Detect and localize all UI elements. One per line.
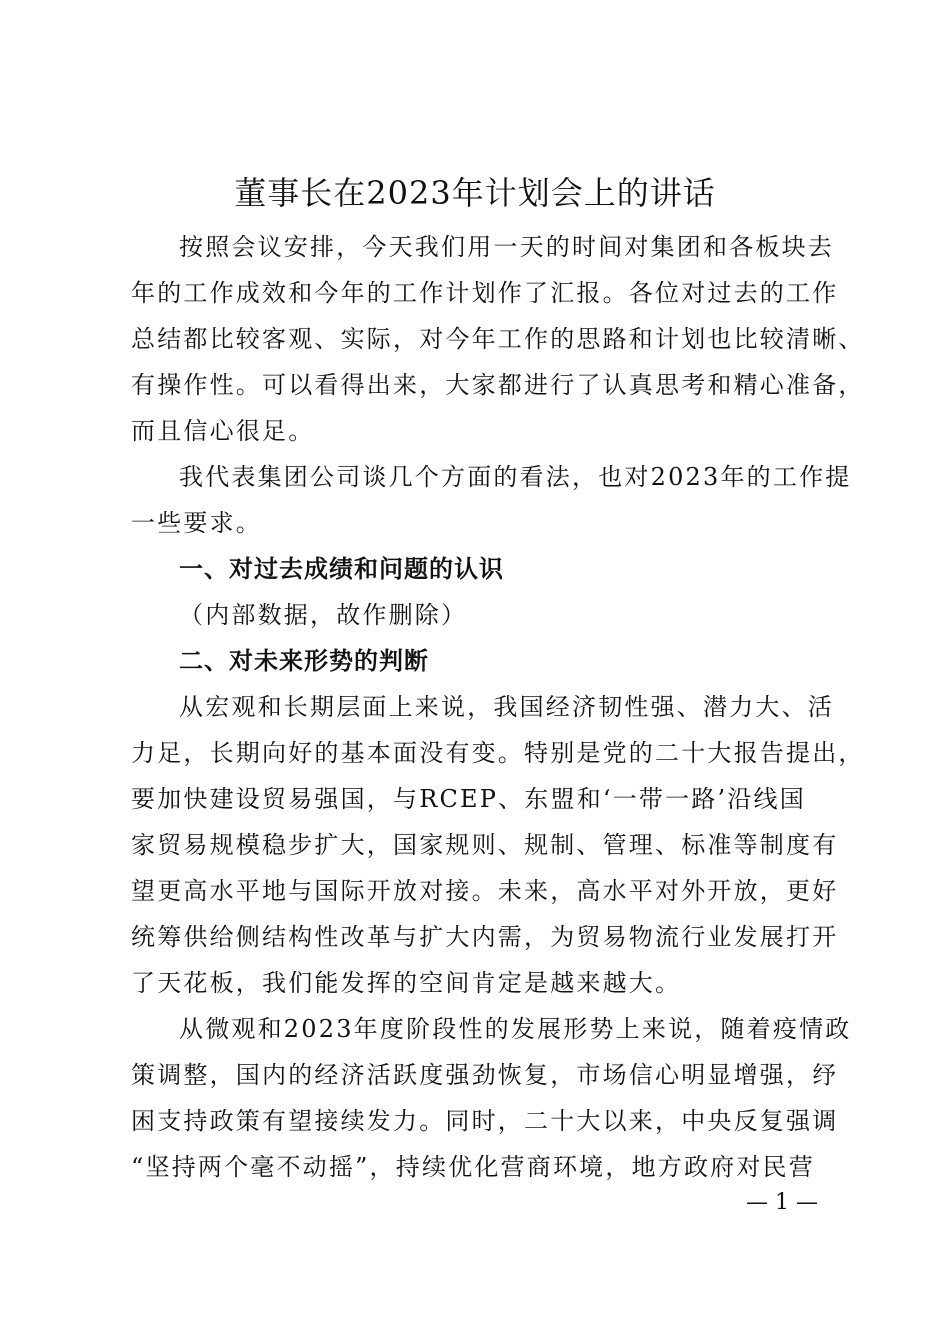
paragraph-2-line-1: 我代表集团公司谈几个方面的看法，也对2023年的工作提 [179,463,852,491]
paragraph-1-line-2: 年的工作成效和今年的工作计划作了汇报。各位对过去的工作 [131,279,839,307]
paragraph-1-line-5: 而且信心很足。 [131,417,315,445]
paragraph-4-line-3: 困支持政策有望接续发力。同时，二十大以来，中央反复强调 [131,1107,839,1135]
page-number: — 1 — [746,1190,818,1215]
paragraph-3-line-3: 要加快建设贸易强国，与RCEP、东盟和‘一带一路’沿线国 [131,785,806,813]
paragraph-1-line-3: 总结都比较客观、实际，对今年工作的思路和计划也比较清晰、 [131,325,865,353]
paragraph-3-line-2: 力足，长期向好的基本面没有变。特别是党的二十大报告提出， [131,739,865,767]
redaction-note: （内部数据，故作删除） [179,601,468,629]
paragraph-4-line-1: 从微观和2023年度阶段性的发展形势上来说，随着疫情政 [179,1015,852,1043]
paragraph-4-line-4: “坚持两个毫不动摇”，持续优化营商环境，地方政府对民营 [131,1153,815,1181]
section-heading-2: 二、对未来形势的判断 [179,647,429,675]
section-heading-1: 一、对过去成绩和问题的认识 [179,555,504,583]
paragraph-1-line-4: 有操作性。可以看得出来，大家都进行了认真思考和精心准备， [131,371,865,399]
paragraph-3-line-6: 统筹供给侧结构性改革与扩大内需，为贸易物流行业发展打开 [131,923,839,951]
document-title: 董事长在2023年计划会上的讲话 [234,174,716,212]
paragraph-2-line-2: 一些要求。 [131,509,262,537]
paragraph-3-line-5: 望更高水平地与国际开放对接。未来，高水平对外开放，更好 [131,877,839,905]
paragraph-1-line-1: 按照会议安排，今天我们用一天的时间对集团和各板块去 [179,233,834,261]
paragraph-4-line-2: 策调整，国内的经济活跃度强劲恢复，市场信心明显增强，纾 [131,1061,839,1089]
paragraph-3-line-1: 从宏观和长期层面上来说，我国经济韧性强、潜力大、活 [179,693,834,721]
paragraph-3-line-7: 了天花板，我们能发挥的空间肯定是越来越大。 [131,969,682,997]
paragraph-3-line-4: 家贸易规模稳步扩大，国家规则、规制、管理、标准等制度有 [131,831,839,859]
